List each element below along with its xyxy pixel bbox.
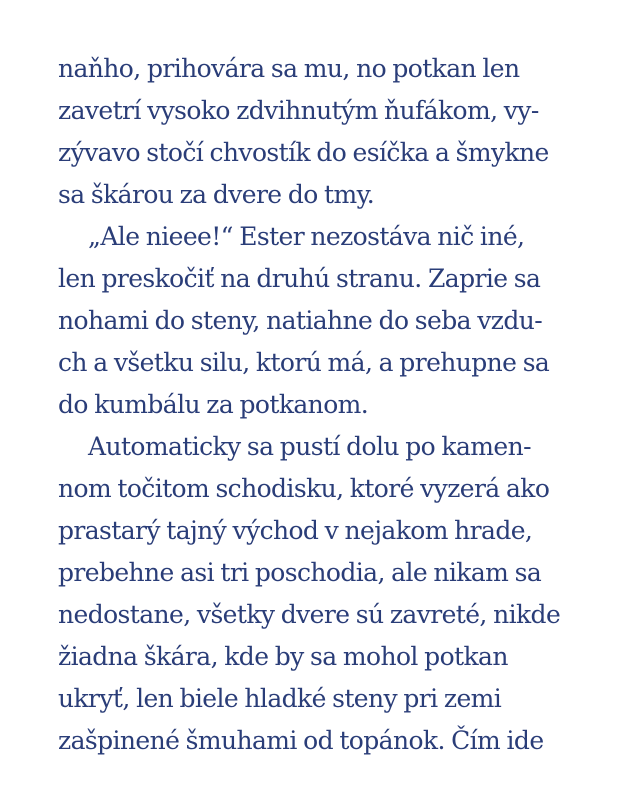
text-line: prastarý tajný východ v nejakom hrade,	[58, 516, 533, 545]
text-line: zavetrí vysoko zdvihnutým ňufákom, vy-	[58, 96, 539, 125]
text-line: nohami do steny, natiahne do seba vzdu-	[58, 306, 543, 335]
text-line: sa škárou za dvere do tmy.	[58, 180, 375, 209]
text-line: ch a všetku silu, ktorú má, a prehupne sa	[58, 348, 550, 377]
text-line: len preskočiť na druhú stranu. Zaprie sa	[58, 264, 541, 293]
text-line: do kumbálu za potkanom.	[58, 390, 369, 419]
text-line: prebehne asi tri poschodia, ale nikam sa	[58, 558, 542, 587]
text-line: ukryť, len biele hladké steny pri zemi	[58, 684, 502, 713]
text-line: zašpinené šmuhami od topánok. Čím ide	[58, 726, 544, 755]
text-line: žiadna škára, kde by sa mohol potkan	[58, 642, 508, 671]
text-line: „Ale nieee!“ Ester nezostáva nič iné,	[88, 222, 525, 251]
text-line: Automaticky sa pustí dolu po kamen-	[88, 432, 531, 461]
text-line: nom točitom schodisku, ktoré vyzerá ako	[58, 474, 550, 503]
body-text	[58, 48, 598, 762]
text-line: naňho, prihovára sa mu, no potkan len	[58, 54, 520, 83]
text-line: nedostane, všetky dvere sú zavreté, nikde	[58, 600, 561, 629]
text-line: zývavo stočí chvostík do esíčka a šmykne	[58, 138, 549, 167]
